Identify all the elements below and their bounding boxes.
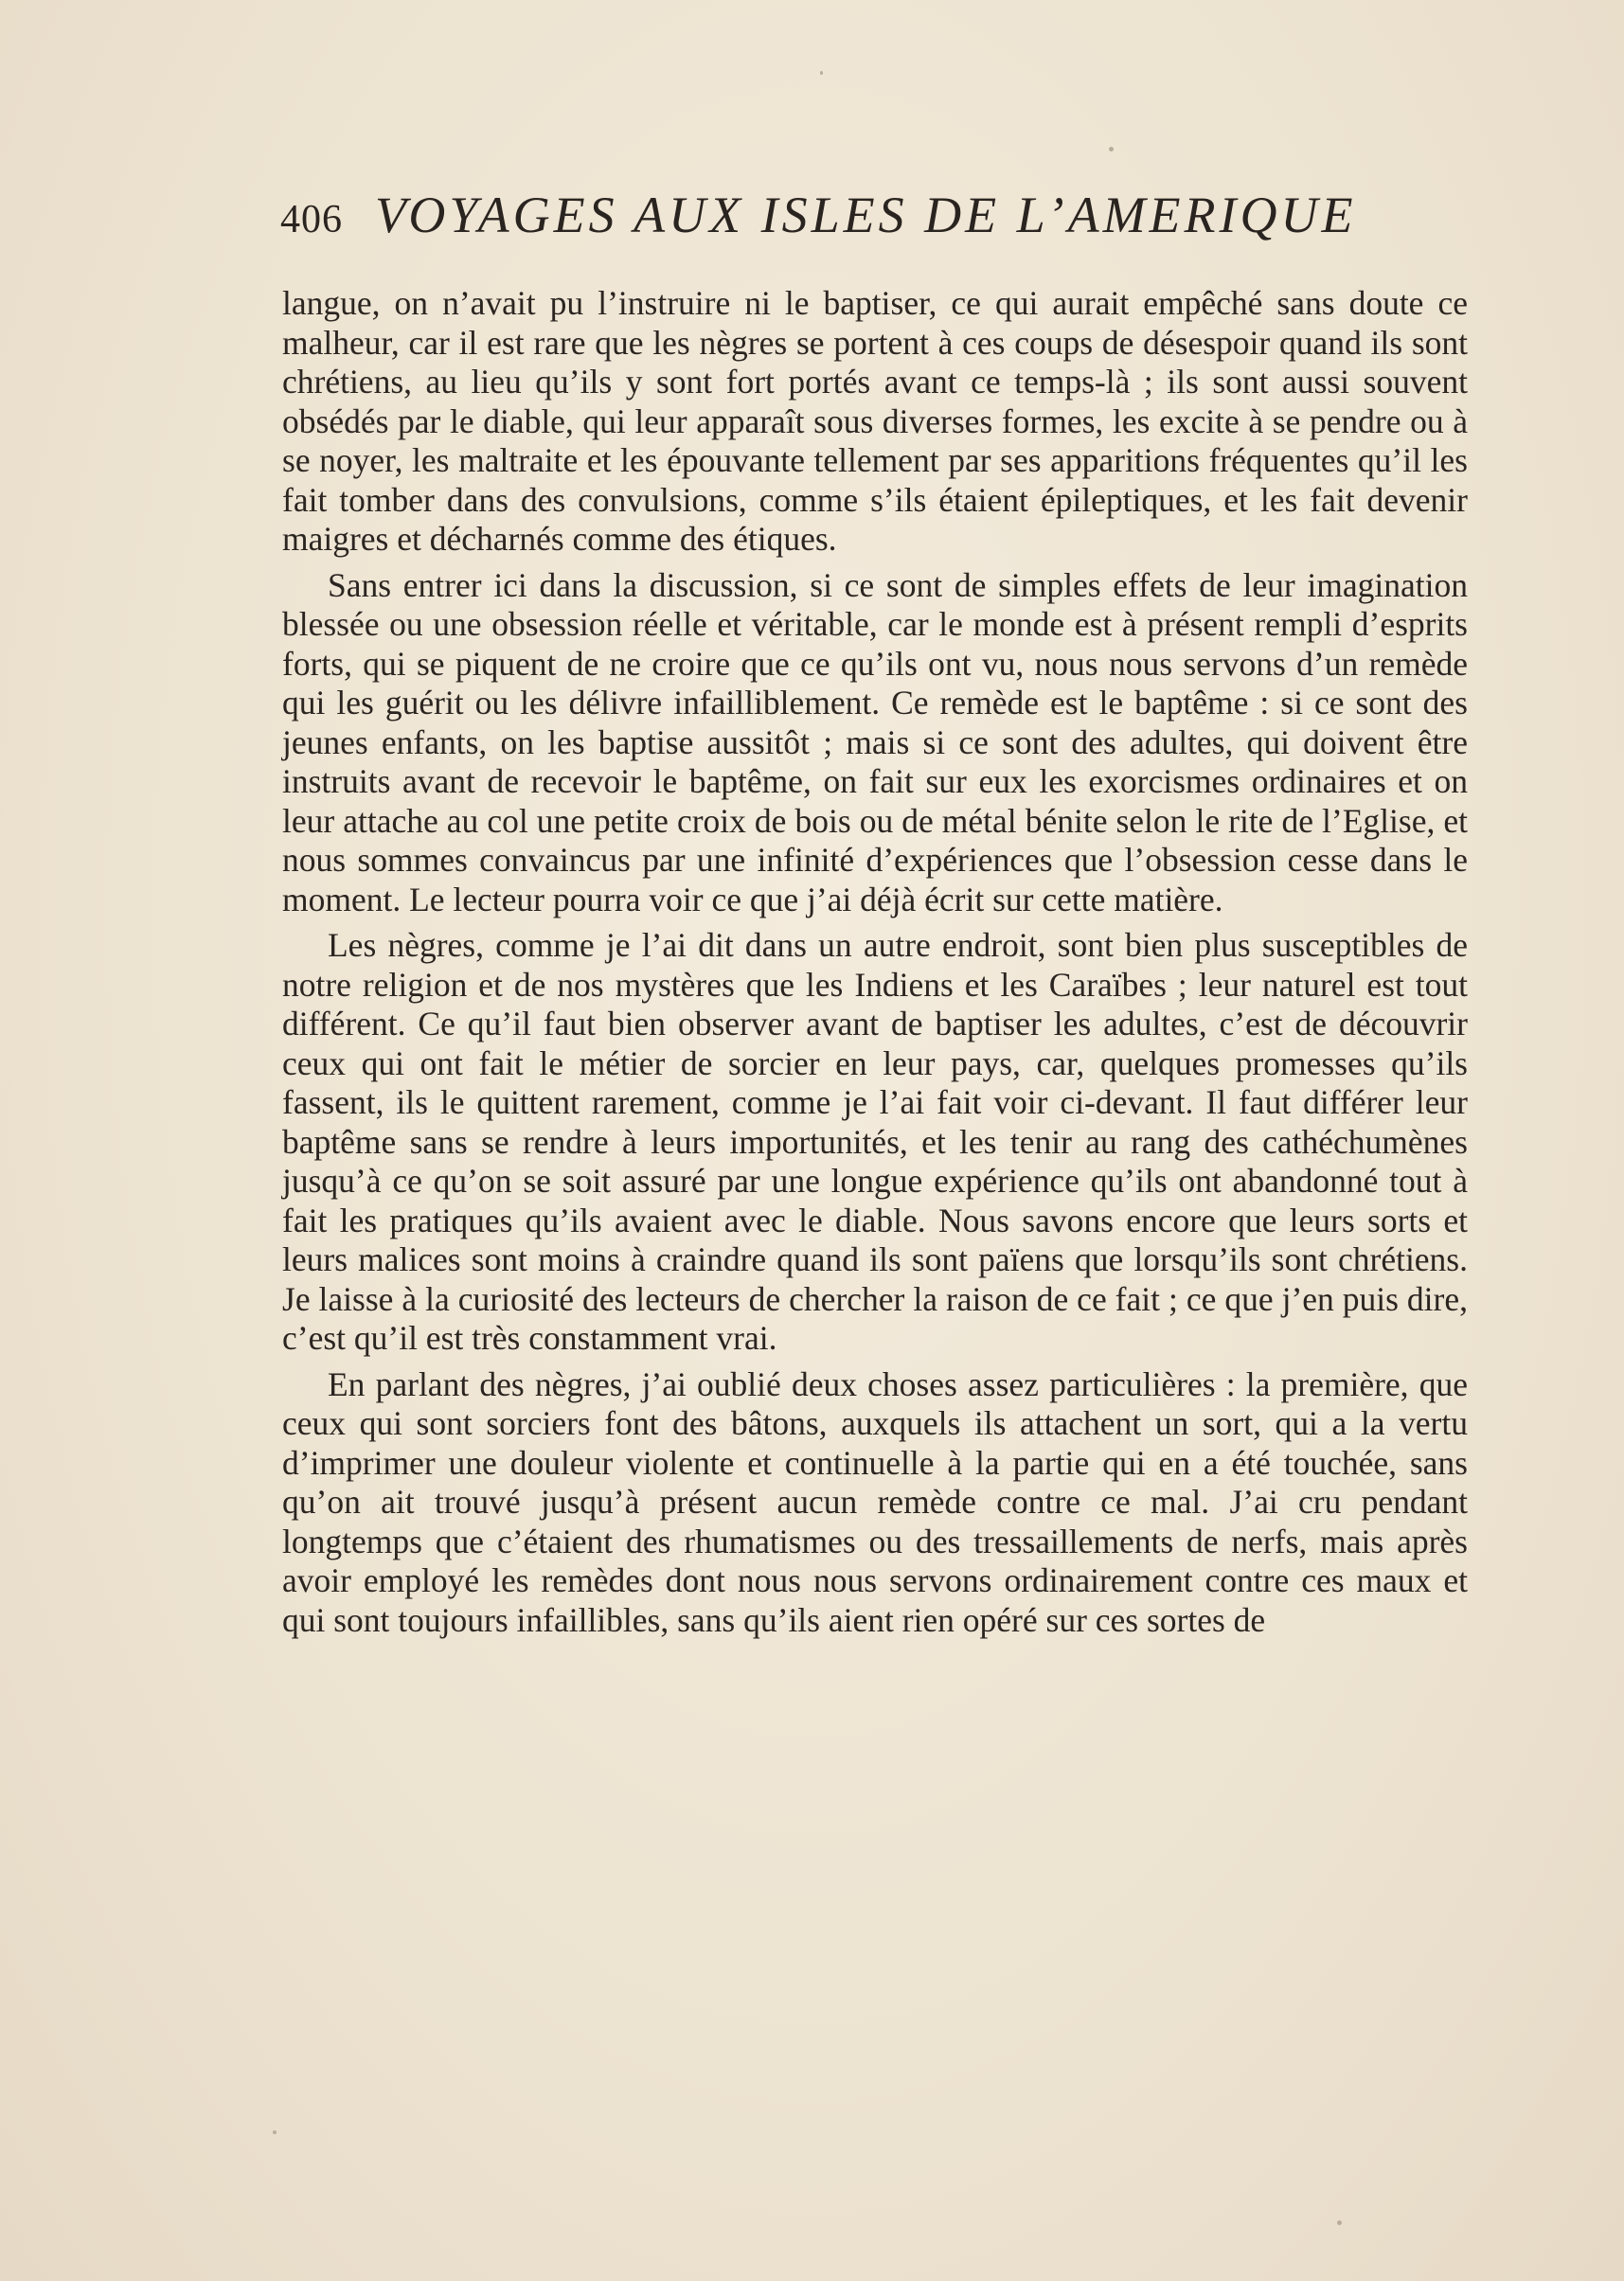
paragraph-1: langue, on n’avait pu l’instruire ni le baptiser, ce qui aurait empêché sans doute ce malheur, car il est rare que les nègres se portent à ces coups de désespoir quand ils sont chrétiens, au lieu qu’ils y sont fort portés avant ce temps-là ; ils sont aussi souvent obsédés par le diable, qui leur apparaît sous diverses formes, les excite à se pendre ou à se noyer, les maltraite et les épouvante tellement par ses apparitions fréquentes qu’il les fait tomber dans des convulsions, comme s’ils étaient épileptiques, et les fait devenir maigres et décharnés comme des étiques. xyxy=(282,284,1468,558)
paper-speck xyxy=(273,2130,277,2134)
running-title: VOYAGES AUX ISLES DE L’AMERIQUE xyxy=(375,187,1357,243)
paper-speck xyxy=(820,71,823,75)
paper-speck xyxy=(1337,2220,1342,2225)
paragraph-2: Sans entrer ici dans la discussion, si ce sont de simples effets de leur imagination blessée ou une obsession réelle et véritable, car le monde est à présent rempli d’esprits forts, qui se piquent de ne croire que ce qu’ils ont vu, nous nous servons d’un remède qui les guérit ou les délivre infailliblement. Ce remède est le baptême : si ce sont des jeunes enfants, on les baptise aussitôt ; mais si ce sont des adultes, qui doivent être instruits avant de recevoir le baptême, on fait sur eux les exorcismes ordinaires et on leur attache au col une petite croix de bois ou de métal bénite selon le rite de l’Eglise, et nous sommes convaincus par une infinité d’expériences que l’obsession cesse dans le moment. Le lecteur pourra voir ce que j’ai déjà écrit sur cette matière. xyxy=(282,565,1468,918)
page-number: 406 xyxy=(280,198,343,241)
paper-speck xyxy=(1109,147,1114,151)
page-header xyxy=(280,186,1473,252)
paragraph-4: En parlant des nègres, j’ai oublié deux choses assez particulières : la première, que ceux qui sont sorciers font des bâtons, auxquels ils attachent un sort, qui a la vertu d’imprimer une douleur violente et continuelle à la partie qui en a été touchée, sans qu’on ait trouvé jusqu’à présent aucun remède contre ce mal. J’ai cru pendant longtemps que c’étaient des rhumatismes ou des tressaillements de nerfs, mais après avoir employé les remèdes dont nous nous servons ordinairement contre ces maux et qui sont toujours infaillibles, sans qu’ils aient rien opéré sur ces sortes de xyxy=(282,1364,1468,1639)
paragraph-3: Les nègres, comme je l’ai dit dans un autre endroit, sont bien plus susceptibles de notre religion et de nos mystères que les Indiens et les Caraïbes ; leur naturel est tout différent. Ce qu’il faut bien observer avant de baptiser les adultes, c’est de découvrir ceux qui ont fait le métier de sorcier en leur pays, car, quelques promesses qu’ils fassent, ils le quittent rarement, comme je l’ai fait voir ci-devant. Il faut différer leur baptême sans se rendre à leurs importunités, et les tenir au rang des cathéchumènes jusqu’à ce qu’on se soit assuré par une longue expérience qu’ils ont abandonné tout à fait les pratiques qu’ils avaient avec le diable. Nous savons encore que leurs sorts et leurs malices sont moins à craindre quand ils sont païens que lorsqu’ils sont chrétiens. Je laisse à la curiosité des lecteurs de chercher la raison de ce fait ; ce que j’en puis dire, c’est qu’il est très constamment vrai. xyxy=(282,926,1468,1357)
body-text xyxy=(282,284,1468,1647)
